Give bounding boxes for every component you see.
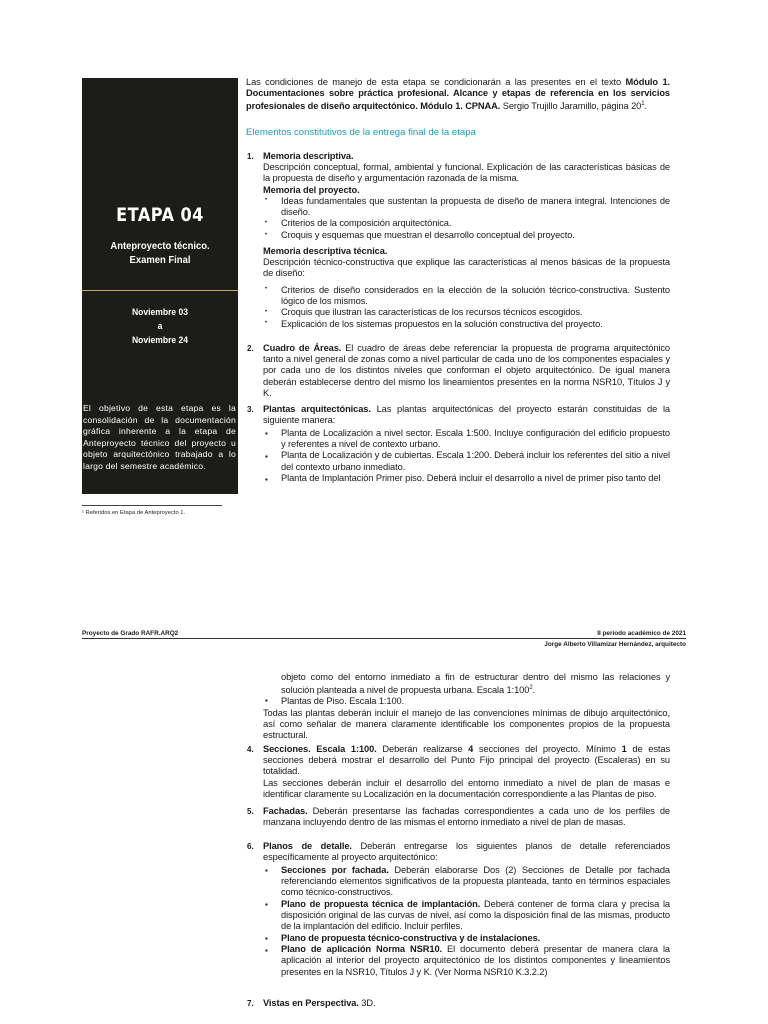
bullet-square-icon: ▪	[265, 696, 268, 705]
bullet-dot-icon: •	[265, 320, 268, 326]
footer-course: Proyecto de Grado RAFR.ARQ2	[82, 630, 179, 637]
bullet-list	[281, 196, 670, 241]
intro-paragraph	[246, 77, 670, 113]
item-title: Plantas arquitectónicas.	[263, 404, 371, 414]
item-cuadro-areas	[263, 343, 670, 399]
stage-dates	[90, 306, 230, 348]
list-item-text: Deberá contener de forma clara y precisa la disposición original de las curvas de nivel, así como la disposición final de las mismas, producto de la implantación del edificio. Incluir perfiles.	[281, 899, 671, 932]
bullet-dot-icon: •	[265, 232, 268, 238]
plantas-note: Todas las plantas deberán incluir el manejo de las convenciones mínimas de dibujo arquitectónico, así como señalar de manera claramente identificable los componentes propios de la propuesta estructural.	[263, 708, 670, 741]
intro-end: .	[644, 101, 647, 112]
item-title: Vistas en Perspectiva.	[263, 998, 359, 1008]
intro-reference: Módulo 1. Documentaciones sobre práctica profesional. Alcance y etapas de referencia en los servicios profesionales de diseño arquitectónico. Módulo 1. CPNAA.	[246, 77, 671, 112]
item-number: 2.	[247, 344, 254, 353]
subitem-description: Descripción técnico-constructiva que explique las características al menos básicas de la propuesta de diseño:	[263, 257, 670, 279]
item-number: 3.	[247, 405, 254, 414]
item-text: Deberán realizarse	[376, 744, 469, 754]
item-title: Planos de detalle.	[263, 841, 352, 851]
item-paragraph	[263, 744, 670, 778]
bullet-square-icon: ▪	[265, 475, 268, 484]
continuation-text	[281, 672, 670, 697]
item-text: Deberán presentarse las fachadas correspondientes a cada uno de los perfiles de manzana incluyendo dentro de las mismas el entorno inmediato a nivel de plan de masas.	[263, 806, 670, 828]
list-item: Planta de Localización y de cubiertas. Escala 1:200. Deberá incluir los referentes del sitio a nivel del contexto urbano inmediato.	[281, 450, 670, 472]
list-item-title: Secciones por fachada.	[281, 865, 389, 875]
bullet-dot-icon: •	[265, 286, 268, 292]
stage-title: ETAPA 04	[116, 204, 204, 226]
list-item	[281, 899, 670, 933]
list-item-title: Plano de propuesta técnica de implantación.	[281, 899, 481, 909]
item-count: 4	[468, 744, 474, 754]
item-text: Deberán entregarse los siguientes planos de detalle referenciados específicamente al proyecto arquitectónico:	[263, 841, 671, 863]
subitem-title: Memoria descriptiva técnica.	[263, 246, 388, 256]
footer-period: II periodo académico de 2021	[597, 630, 686, 637]
intro-text: Las condiciones de manejo de esta etapa se condicionarán a las presentes en el texto	[246, 77, 626, 87]
item-title: Memoria descriptiva.	[263, 151, 354, 161]
footnote-mark: 1	[641, 101, 645, 108]
item-secciones	[263, 744, 670, 800]
item-number: 4.	[247, 745, 254, 754]
item-text: El cuadro de áreas debe referenciar la propuesta de programa arquitectónico tanto a nivel general de zonas como a nivel particular de cada uno de los componentes espaciales y por cada uno de los distintos niveles que conforman el objeto arquitectónico. De igual manera deberán establecerse dentro del mismo los lineamientos presentes en la norma NSR10, Títulos J y K.	[263, 343, 670, 398]
footer-rule	[82, 638, 686, 639]
footer-author: Jorge Alberto Villamizar Hernández, arquitecto	[544, 641, 686, 648]
item-count: 1	[621, 744, 627, 754]
bullet-list	[281, 428, 670, 484]
bullet-list	[281, 865, 670, 978]
panel-divider	[82, 290, 238, 291]
bullet-dot-icon: •	[265, 197, 268, 203]
list-item: Criterios de la composición arquitectónica.	[281, 218, 452, 229]
footnote-rule	[82, 505, 222, 506]
list-item: Planta de Localización a nivel sector. Escala 1:500. Incluye configuración del edificio propuesto y referentes a nivel de contexto urbano.	[281, 428, 670, 450]
section-heading: Elementos constitutivos de la entrega final de la etapa	[246, 127, 476, 138]
item-title: Fachadas.	[263, 806, 308, 816]
bullet-square-icon: ▪	[265, 452, 268, 461]
continuation-end: .	[532, 685, 536, 696]
list-item: Planta de Implantación Primer piso. Deberá incluir el desarrollo a nivel de primer piso tanto del	[281, 472, 661, 483]
subitem-technical	[263, 246, 670, 280]
bullet-square-icon: ▪	[265, 866, 268, 875]
date-from: Noviembre 03	[131, 307, 189, 318]
list-item	[281, 865, 670, 899]
item-plantas	[263, 404, 670, 426]
list-item: Croquis y esquemas que muestran el desarrollo conceptual del proyecto.	[281, 229, 575, 240]
list-item	[281, 944, 670, 978]
stage-objective: El objetivo de esta etapa es la consolidación de la documentación gráfica inherente a la etapa de Anteproyecto técnico del proyecto u objeto arquitectónico trabajado a lo largo del semestre académico.	[83, 403, 236, 471]
item-number: 6.	[247, 842, 254, 851]
list-item: Explicación de los sistemas propuestos en la solución constructiva del proyecto.	[281, 318, 603, 329]
bullet-list	[281, 285, 670, 330]
list-item-text: Deberán elaborarse Dos (2) Secciones de Detalle por fachada referenciando elementos significativos de la propuesta planteada, tanto en términos espaciales como técnico-constructivos.	[281, 865, 670, 898]
date-to: Noviembre 24	[131, 335, 189, 346]
item-text: de estas secciones deberá mostrar el desarrollo del Punto Fijo principal del proyecto (Escaleras) en su totalidad.	[263, 744, 671, 777]
intro-author: Sergio Trujillo Jaramillo, página 20	[500, 101, 642, 112]
bullet-square-icon: ▪	[265, 429, 268, 438]
continuation-line: objeto como del entorno inmediato a fin de estructurar dentro del mismo las relaciones y solución planteada a nivel de propuesta urbana. Escala 1:100	[281, 672, 670, 696]
bullet-dot-icon: •	[265, 220, 268, 226]
footnote: ¹ Referidos en Etapa de Anteproyecto 1.	[82, 510, 186, 516]
item-title: Cuadro de Áreas.	[263, 343, 342, 353]
item-text: Las plantas arquitectónicas del proyecto estarán constituidas de la siguiente manera:	[263, 404, 670, 426]
item-text: 3D.	[358, 998, 376, 1008]
item-paragraph: Las secciones deberán incluir el desarrollo del entorno inmediato a nivel de plan de masas e identificar claramente su Localización en la documentación correspondiente a las Plantas de piso.	[263, 777, 670, 799]
list-item: Croquis que ilustran las características de los recursos técnicos escogidos.	[281, 307, 583, 318]
item-number: 5.	[247, 807, 254, 816]
item-number: 1.	[247, 152, 254, 161]
footnote-mark: 2	[529, 685, 533, 692]
subitem-title: Memoria del proyecto.	[263, 184, 360, 195]
list-item: Plano de propuesta técnico-constructiva y de instalaciones.	[281, 933, 541, 943]
bullet-dot-icon: •	[265, 309, 268, 315]
bullet-square-icon: ▪	[265, 934, 268, 943]
list-item-text: El documento deberá presentar de manera clara la aplicación al interior del proyecto arquitectónico de los distintos componentes y lineamientos presentes en la NSR10, Títulos J y K. (Ver Norma NSR10 K.3.2.2)	[281, 944, 670, 977]
bullet-square-icon: ▪	[265, 946, 268, 955]
item-title: Secciones. Escala 1:100.	[263, 744, 377, 754]
list-item: Ideas fundamentales que sustentan la propuesta de diseño de manera integral. Intenciones de diseño.	[281, 196, 670, 218]
item-memoria-descriptiva	[263, 151, 670, 196]
list-item: Criterios de diseño considerados en la elección de la solución técrico-constructiva. Sustento lógico de los mismos.	[281, 285, 670, 307]
date-separator: a	[157, 321, 163, 332]
item-planos-detalle	[263, 841, 670, 863]
item-number: 7.	[247, 999, 254, 1008]
list-item-title: Plano de aplicación Norma NSR10.	[281, 944, 443, 955]
item-fachadas	[263, 806, 670, 828]
stage-subtitle	[90, 239, 230, 267]
item-vistas	[263, 998, 670, 1009]
bullet-square-icon: ▪	[265, 900, 268, 909]
list-item: Plantas de Piso. Escala 1:100.	[281, 696, 405, 706]
stage-subtitle-line1: Anteproyecto técnico.	[110, 240, 210, 252]
item-description: Descripción conceptual, formal, ambiental y funcional. Explicación de las características básicas de la propuesta de diseño y argumentación razonada de la misma.	[263, 162, 670, 184]
item-text: secciones del proyecto. Mínimo	[473, 744, 622, 754]
stage-subtitle-line2: Examen Final	[129, 254, 191, 266]
